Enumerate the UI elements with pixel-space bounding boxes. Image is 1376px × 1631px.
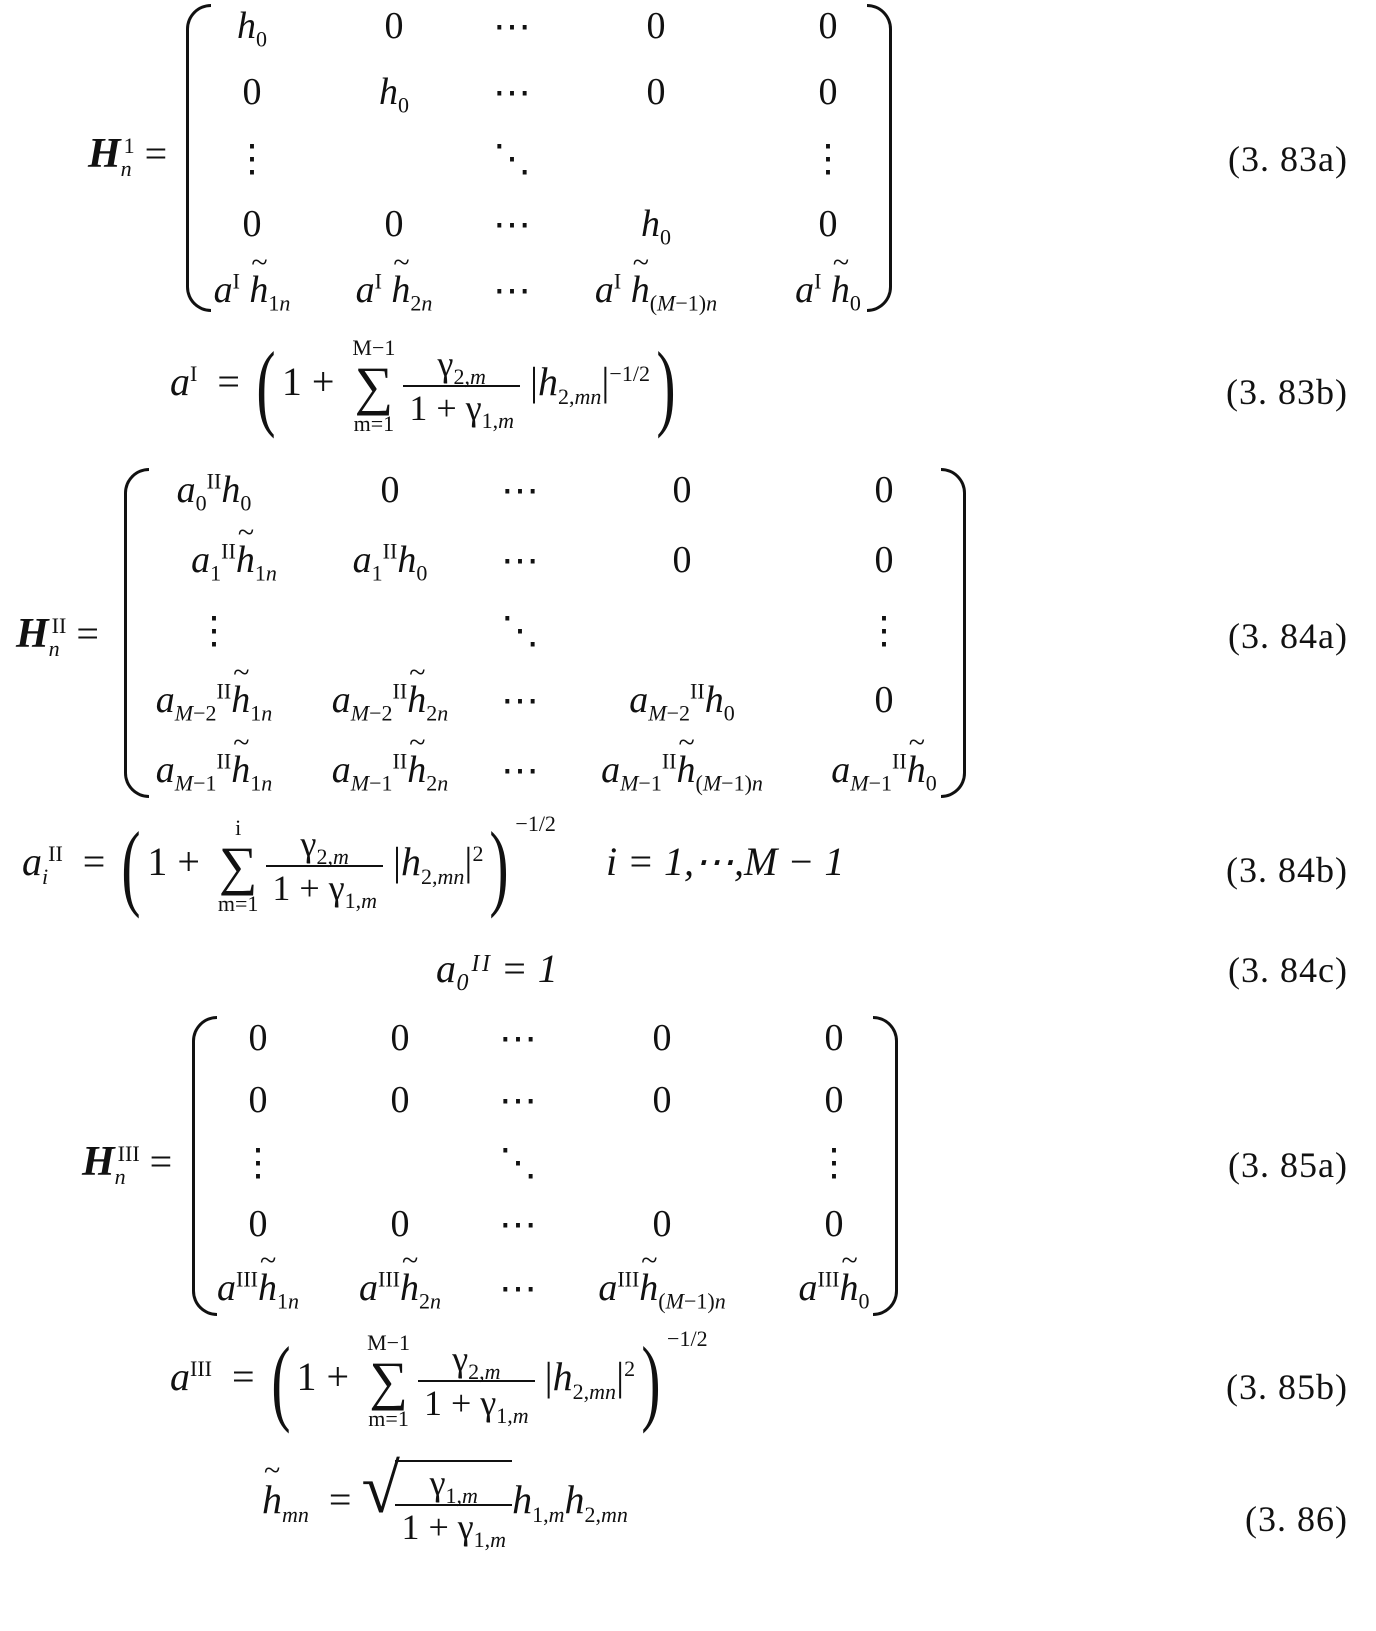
equation-number: (3. 86) [1245,1499,1348,1539]
equation-number: (3. 84a) [1228,616,1348,656]
equation-number: (3. 84b) [1226,850,1348,890]
equation-3-84c [0,945,1376,1005]
equation-number: (3. 85a) [1228,1145,1348,1185]
aIII-definition: $a^{III}$ = ( 1 + M−1 ∑ m=1 $\frac{\gamma_{2,m}}{1 + \gamma_{1,m}}$ $|h_{2,mn}|^2$) $^{-1/2}$ [170,1325,708,1434]
a0II-definition: a₀ᴵᴵ = 1 [436,946,558,991]
aII-definition: $a_i^{II}$ = ( 1 + i ∑ m=1 $\frac{\gamma_{2,m}}{1 + \gamma_{1,m}}$ $|h_{2,mn}|^2$) $^{-1/2}$ i = 1,⋯,M − 1 [22,810,845,919]
matrix-HIII: 0 0 ⋯ 0 0 0 0 ⋯ 0 0 ⋮ ⋱ ⋮ 0 0 ⋯ 0 0 $a^{III}\sim$ $h_{1n}$ $a^{III}\sim$ $h_{2n}$ ⋯ $a^{III}\sim$ $h_{(M-1)n}$ $a^{III}\sim$ $h_0$ [192,1016,898,1316]
htilde-definition: ~ $h_{mn}$ = √ $\frac{\gamma_{1,m}}{1 + \gamma_{1,m}}$ $h_{1,m}h_{2,mn}$ [262,1460,628,1548]
matrix-HII: $a_0^{II}h_0$ 0 ⋯ 0 0 $a_1^{II}\sim$ $h_{1n}$ $a_1^{II}h_0$ ⋯ 0 0 ⋮ ⋱ ⋮ $a_{M-2}^{II}\sim$ $h_{1n}$ $a_{M-2}^{II}\sim$ $h_{2n}$ ⋯ $a_{M-2}^{II}h_0$ 0 $a_{M-1}^{II}\sim$ $h_{1n}$ $a_{M-1}^{II}\sim$ $h_{2n}$ ⋯ $a_{M-1}^{II}\sim$ $h_{(M-1)n}$ $a_{M-1}^{II}\sim$ $h_0$ [124,468,966,798]
equation-number: (3. 84c) [1228,950,1348,990]
equation-3-84b [0,810,1376,925]
equation-number: (3. 83b) [1226,372,1348,412]
equation-number: (3. 85b) [1226,1367,1348,1407]
equation-3-86 [0,1460,1376,1620]
lhs-HIII: $H_n^{III}$ = [82,1139,173,1189]
index-range: i = 1,⋯,M − 1 [605,839,845,885]
equation-number: (3. 83a) [1228,139,1348,179]
equation-3-83b [0,332,1376,445]
equation-3-84a [0,460,1376,805]
matrix-H1: $h_0$ 0 ⋯ 0 0 0 $h_0$ ⋯ 0 0 ⋮ ⋱ ⋮ 0 0 ⋯ $h_0$ 0 $a^I$ ~ $h_{1n}$ $a^I$ ~ $h_{2n}$ ⋯ $a^I$ ~ $h_{(M-1)n}$ $a^I$ ~ $h_0$ [186,4,892,312]
aI-definition: $a^I$ = ( 1 + M−1 ∑ m=1 $\frac{\gamma_{2,m}}{1 + \gamma_{1,m}}$ $|h_{2,mn}|^{-1/2}$) [170,332,676,439]
lhs-H1: $H_n^1$ = [88,131,168,181]
equation-3-85b [0,1325,1376,1445]
equation-3-85a [0,1010,1376,1320]
equation-3-83a [0,0,1376,320]
lhs-HII: $H_n^{II}$ = [16,611,99,661]
